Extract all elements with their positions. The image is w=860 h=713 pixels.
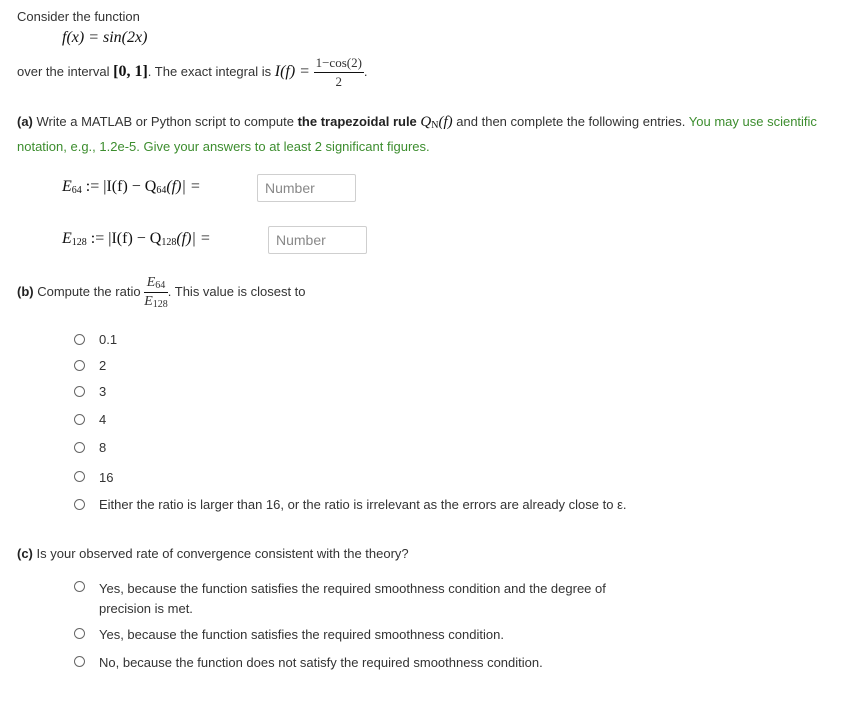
ratio-option-radio-1[interactable] — [74, 360, 85, 371]
part-b-label: (b) — [17, 283, 34, 299]
ratio-option-label-4: 8 — [99, 440, 107, 455]
convergence-option-label-0: Yes, because the function satisfies the required smoothness condition and the degree of precision is met. — [99, 581, 606, 616]
convergence-option-radio-2[interactable] — [74, 656, 85, 667]
ratio-option-radio-3[interactable] — [74, 414, 85, 425]
exact-numerator: 1−cos(2) — [314, 55, 364, 73]
ratio-option-label-0: 0.1 — [99, 332, 118, 347]
part-a-instructions — [17, 111, 847, 157]
function-expression: f(x) = sin(2x) — [62, 29, 148, 46]
interval-line: over the interval [0, 1]. The exact integral is I(f) = $\frac{1-\cos(2)}{2}$ . — [17, 55, 368, 89]
ratio-option-label-2: 3 — [99, 384, 107, 399]
e64-expression: $E_{64}$ := $|I(f) - Q_{64}(f)|$ = — [62, 178, 201, 196]
ratio-option-label-6: Either the ratio is larger than 16, or the ratio is irrelevant as the errors are already close to ε. — [99, 497, 627, 512]
part-c-question — [17, 546, 409, 561]
interval-prefix: over the interval — [17, 63, 110, 79]
qn-symbol: Q — [420, 114, 432, 130]
qn-arg: (f) — [438, 114, 453, 130]
part-a-label: (a) — [17, 114, 33, 129]
exact-integral-fraction — [314, 55, 364, 90]
interval-value: [0, 1] — [113, 62, 148, 80]
convergence-option-label-2: No, because the function does not satisfy the required smoothness condition. — [99, 655, 543, 670]
exact-integral-text: . The exact integral is — [147, 63, 272, 79]
part-a-text-after: and then complete the following entries. — [456, 114, 686, 129]
part-c-question-text: Is your observed rate of convergence consistent with the theory? — [36, 546, 409, 561]
exact-integral-lhs: I(f) = — [274, 62, 310, 80]
ratio-option-label-3: 4 — [99, 412, 107, 427]
convergence-option-radio-1[interactable] — [74, 628, 85, 639]
e128-expression: $E_{128}$ := $|I(f) - Q_{128}(f)|$ = — [62, 230, 211, 248]
e128-number-input[interactable] — [268, 226, 367, 254]
e64-number-input[interactable] — [257, 174, 356, 202]
qn-subscript: N — [431, 120, 439, 131]
convergence-option-label-1: Yes, because the function satisfies the required smoothness condition. — [99, 627, 504, 642]
exact-denominator: 2 — [335, 74, 342, 89]
ratio-option-radio-2[interactable] — [74, 386, 85, 397]
ratio-option-label-1: 2 — [99, 358, 107, 373]
part-b-prompt — [17, 275, 306, 310]
ratio-option-label-5: 16 — [99, 470, 114, 485]
ratio-option-radio-4[interactable] — [74, 442, 85, 453]
ratio-option-radio-5[interactable] — [74, 471, 85, 482]
part-a-bold-text: the trapezoidal rule — [297, 114, 417, 129]
ratio-option-radio-6[interactable] — [74, 499, 85, 510]
intro-consider-text: Consider the function — [17, 9, 140, 24]
ratio-option-radio-0[interactable] — [74, 334, 85, 345]
part-b-text: Compute the ratio — [37, 283, 141, 299]
convergence-option-radio-0[interactable] — [74, 581, 85, 592]
part-b-after: . This value is closest to — [167, 283, 306, 299]
part-a-text-before: Write a MATLAB or Python script to compute — [36, 114, 294, 129]
part-c-label: (c) — [17, 546, 33, 561]
part-a-green-note: You may use scientific notation, e.g., 1.2e-5. Give your answers to at least 2 significant figures. — [17, 114, 817, 154]
ratio-fraction: $\frac{E_{64}}{E_{128}}$ — [144, 275, 168, 310]
